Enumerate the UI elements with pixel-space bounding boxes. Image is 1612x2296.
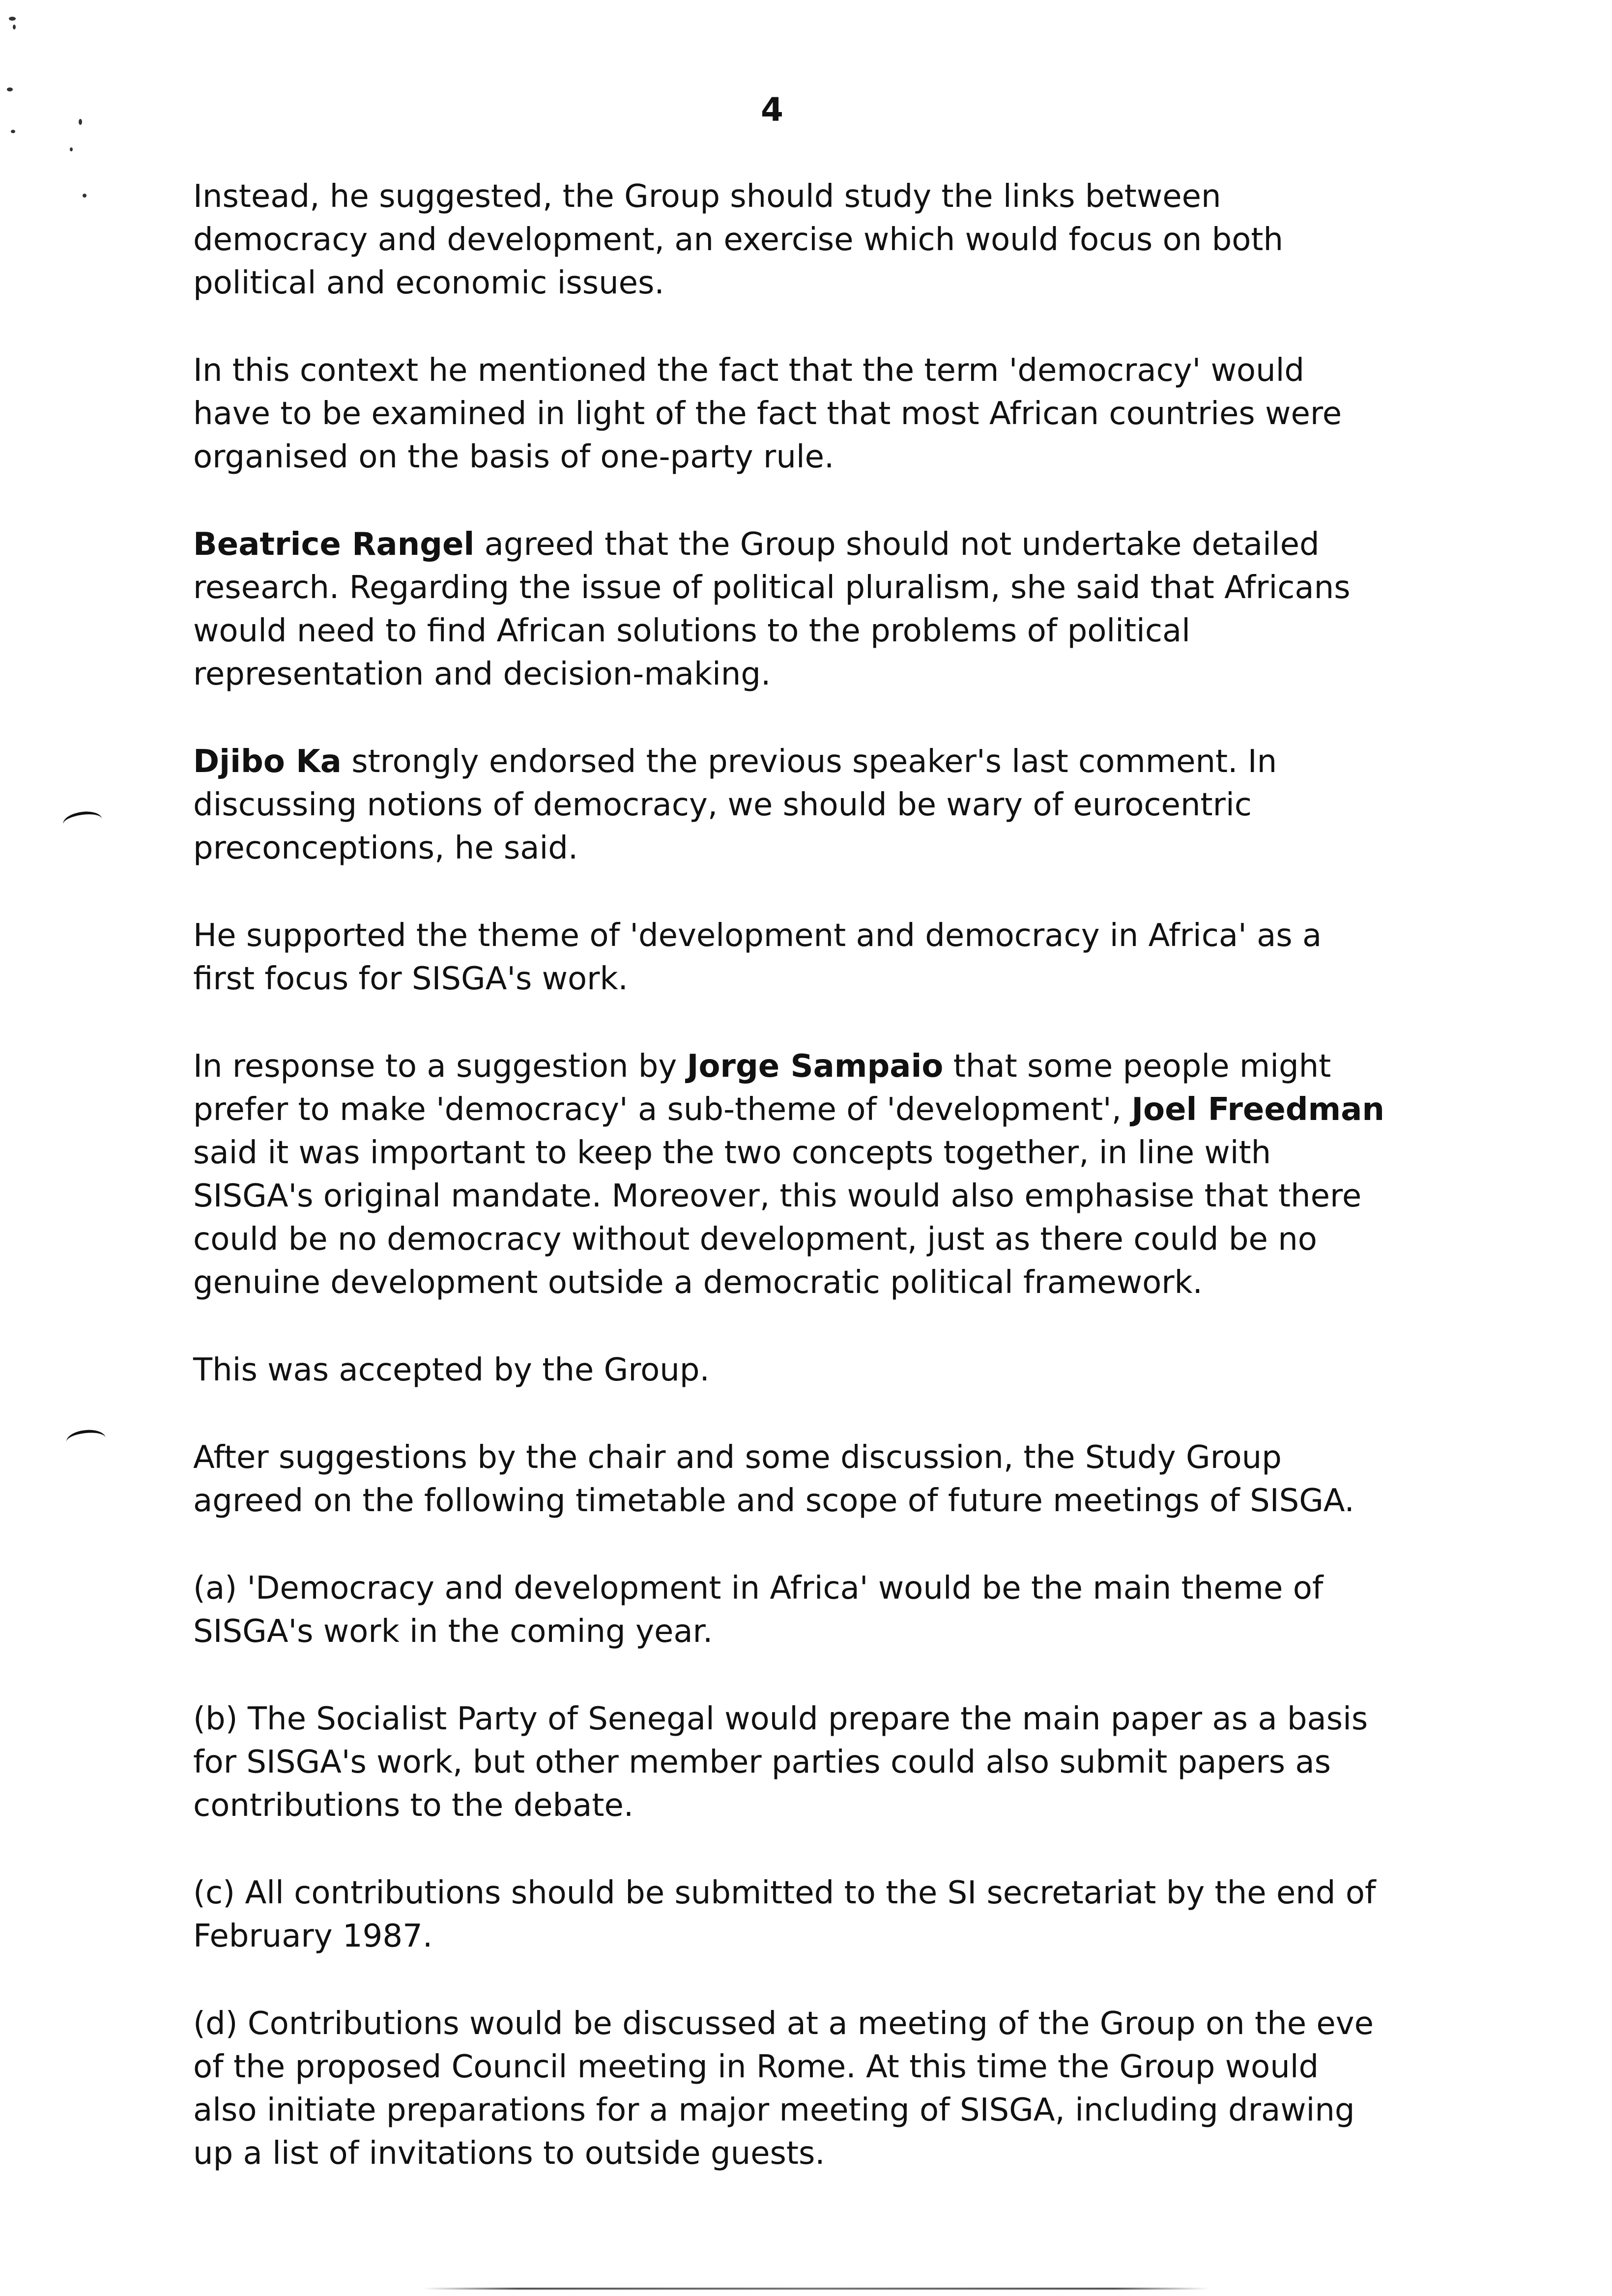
paragraph	[193, 1349, 1387, 1392]
paragraph-text: He supported the theme of 'development and democracy in Africa' as a first focus for SISGA's work.	[193, 918, 1322, 997]
paragraph-text: said it was important to keep the two concepts together, in line with SISGA's original mandate. Moreover, this would also emphasise that there could be no democracy without development, just as there could be no genuine development outside a democratic political framework.	[193, 1135, 1362, 1301]
paragraph	[193, 1697, 1387, 1827]
margin-mark	[62, 809, 104, 834]
paragraph-text: This was accepted by the Group.	[193, 1352, 710, 1388]
speaker-name: Djibo Ka	[193, 744, 342, 780]
paragraph	[193, 175, 1387, 305]
paragraph	[193, 1436, 1387, 1522]
scan-speck	[7, 87, 13, 91]
page-number: 4	[761, 91, 783, 129]
scan-speck	[83, 194, 86, 198]
paragraph-text: (a) 'Democracy and development in Africa' would be the main theme of SISGA's work in the coming year.	[193, 1570, 1324, 1650]
speaker-name: Jorge Sampaio	[687, 1048, 944, 1085]
paragraph-text: In response to a suggestion by	[193, 1048, 687, 1085]
paragraph	[193, 523, 1387, 696]
paragraph	[193, 1567, 1387, 1653]
speaker-name: Beatrice Rangel	[193, 526, 475, 563]
paragraph-text: After suggestions by the chair and some discussion, the Study Group agreed on the following timetable and scope of future meetings of SISGA.	[193, 1439, 1354, 1519]
paragraph-text: In this context he mentioned the fact that the term 'democracy' would have to be examined in light of the fact that most African countries were organised on the basis of one-party rule.	[193, 352, 1342, 475]
scan-speck	[11, 130, 15, 133]
paragraph	[193, 1871, 1387, 1958]
paragraph-text: agreed that the Group should not undertake detailed research. Regarding the issue of political pluralism, she said that Africans would need to find African solutions to the problems of political representation and decision-making.	[193, 526, 1351, 692]
paragraph-text: Instead, he suggested, the Group should study the links between democracy and development, an exercise which would focus on both political and economic issues.	[193, 178, 1284, 301]
paragraph-text: strongly endorsed the previous speaker's last comment. In discussing notions of democracy, we should be wary of eurocentric preconceptions, he said.	[193, 744, 1277, 866]
margin-mark	[65, 1428, 107, 1452]
scan-speck	[13, 25, 16, 29]
paragraph	[193, 740, 1387, 870]
scan-speck	[79, 119, 82, 125]
paragraph-text: (b) The Socialist Party of Senegal would prepare the main paper as a basis for SISGA's work, but other member parties could also submit papers as contributions to the debate.	[193, 1701, 1368, 1824]
speaker-name: Joel Freedman	[1131, 1091, 1384, 1128]
paragraph-text: (d) Contributions would be discussed at a meeting of the Group on the eve of the proposed Council meeting in Rome. At this time the Group would also initiate preparations for a major meeting of SISGA, including drawing up a list of invitations to outside guests.	[193, 2006, 1374, 2172]
paragraph	[193, 914, 1387, 1001]
bottom-edge-rule	[423, 2288, 1209, 2290]
paragraph	[193, 349, 1387, 479]
paragraph	[193, 1045, 1387, 1304]
scan-speck	[9, 17, 16, 21]
body-text	[193, 175, 1387, 2219]
paragraph-text: (c) All contributions should be submitted to the SI secretariat by the end of February 1987.	[193, 1875, 1376, 1954]
paragraph	[193, 2002, 1387, 2175]
paragraph-text: that some people might prefer to make 'democracy' a sub-theme of 'development',	[193, 1048, 1331, 1128]
scan-speck	[70, 147, 73, 151]
